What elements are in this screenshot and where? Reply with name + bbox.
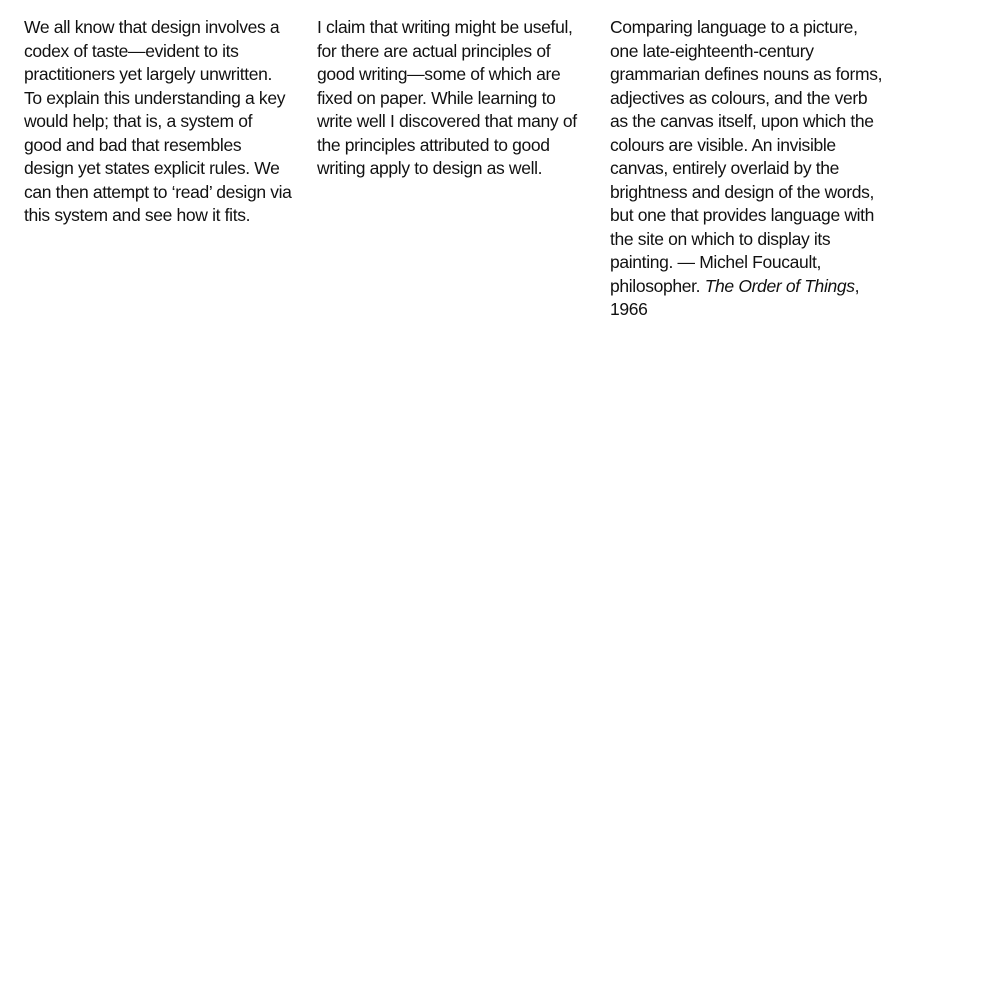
column-two-text: I claim that writing might be useful, for there are actual principles of good writing—some of which are fixed on paper. While learning to write well I discovered that many of the principles attributed to good writing apply to design as well. bbox=[317, 17, 577, 178]
text-columns bbox=[24, 16, 884, 322]
publication-year: , 1966 bbox=[610, 275, 860, 319]
book-title: The Order of Things bbox=[704, 275, 855, 296]
column-three-text bbox=[610, 16, 884, 322]
column-one-text: We all know that design involves a codex of taste—evident to its practitioners yet largely unwritten. To explain this understanding a key would help; that is, a system of good and bad that resembles design yet states explicit rules. We can then attempt to ‘read’ design via this system and see how it fits. bbox=[24, 17, 292, 225]
foucault-quote: Comparing language to a picture, one late-eighteenth-century grammarian defines nouns as forms, adjectives as colours, and the verb as the canvas itself, upon which the colours are visible. An invisible canvas, entirely overlaid by the brightness and design of the words, but one that provides language with the site on which to display its painting. — Michel Foucault, philosopher. bbox=[610, 17, 883, 296]
